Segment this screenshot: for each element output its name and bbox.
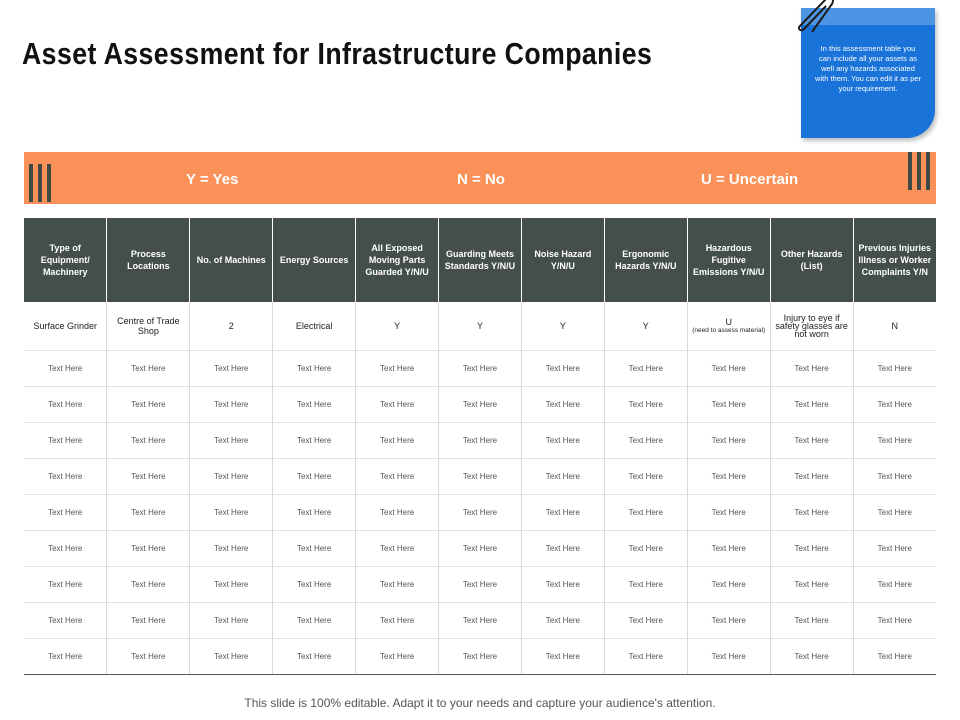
header-noise: Noise Hazard Y/N/U (521, 218, 604, 302)
cell-other: Injury to eye if safety glasses are not worn (770, 302, 853, 351)
cell-standards: Y (439, 302, 522, 351)
cell-machines-placeholder: Text Here (190, 459, 273, 495)
cell-other-placeholder: Text Here (770, 531, 853, 567)
cell-other-placeholder: Text Here (770, 459, 853, 495)
table-row (24, 423, 936, 459)
cell-ergonomic-placeholder: Text Here (604, 495, 687, 531)
cell-noise-placeholder: Text Here (521, 567, 604, 603)
table-row (24, 639, 936, 675)
cell-emissions-placeholder: Text Here (687, 603, 770, 639)
cell-energy-placeholder: Text Here (273, 531, 356, 567)
cell-ergonomic: Y (604, 302, 687, 351)
cell-machines-placeholder: Text Here (190, 639, 273, 675)
cell-emissions-placeholder: Text Here (687, 567, 770, 603)
cell-ergonomic-placeholder: Text Here (604, 567, 687, 603)
cell-energy-placeholder: Text Here (273, 351, 356, 387)
cell-equipment-placeholder: Text Here (24, 351, 107, 387)
cell-emissions-placeholder: Text Here (687, 531, 770, 567)
header-equipment: Type of Equipment/ Machinery (24, 218, 107, 302)
cell-noise-placeholder: Text Here (521, 639, 604, 675)
header-other: Other Hazards (List) (770, 218, 853, 302)
cell-noise-placeholder: Text Here (521, 423, 604, 459)
cell-standards-placeholder: Text Here (439, 531, 522, 567)
legend-yes: Y = Yes (186, 171, 239, 188)
cell-machines-placeholder: Text Here (190, 423, 273, 459)
cell-standards-placeholder: Text Here (439, 639, 522, 675)
cell-other-placeholder: Text Here (770, 423, 853, 459)
cell-ergonomic-placeholder: Text Here (604, 387, 687, 423)
cell-guarded-placeholder: Text Here (356, 351, 439, 387)
cell-guarded-placeholder: Text Here (356, 603, 439, 639)
cell-noise-placeholder: Text Here (521, 459, 604, 495)
cell-standards-placeholder: Text Here (439, 603, 522, 639)
cell-energy-placeholder: Text Here (273, 567, 356, 603)
cell-location-placeholder: Text Here (107, 603, 190, 639)
header-standards: Guarding Meets Standards Y/N/U (439, 218, 522, 302)
cell-energy-placeholder: Text Here (273, 603, 356, 639)
cell-other-placeholder: Text Here (770, 351, 853, 387)
cell-standards-placeholder: Text Here (439, 387, 522, 423)
cell-standards-placeholder: Text Here (439, 351, 522, 387)
cell-noise-placeholder: Text Here (521, 495, 604, 531)
cell-other-placeholder: Text Here (770, 639, 853, 675)
header-machines: No. of Machines (190, 218, 273, 302)
table-header-row (24, 218, 936, 302)
cell-location-placeholder: Text Here (107, 567, 190, 603)
cell-injuries: N (853, 302, 936, 351)
table-row (24, 351, 936, 387)
cell-location-placeholder: Text Here (107, 423, 190, 459)
cell-machines-placeholder: Text Here (190, 567, 273, 603)
cell-equipment-placeholder: Text Here (24, 531, 107, 567)
cell-noise-placeholder: Text Here (521, 351, 604, 387)
cell-energy-placeholder: Text Here (273, 459, 356, 495)
cell-emissions-placeholder: Text Here (687, 639, 770, 675)
cell-noise-placeholder: Text Here (521, 531, 604, 567)
cell-injuries-placeholder: Text Here (853, 351, 936, 387)
cell-ergonomic-placeholder: Text Here (604, 639, 687, 675)
cell-location-placeholder: Text Here (107, 639, 190, 675)
cell-ergonomic-placeholder: Text Here (604, 423, 687, 459)
cell-injuries-placeholder: Text Here (853, 387, 936, 423)
cell-emissions-value: U (725, 317, 732, 327)
cell-machines-placeholder: Text Here (190, 531, 273, 567)
table-row (24, 531, 936, 567)
cell-ergonomic-placeholder: Text Here (604, 459, 687, 495)
cell-location-placeholder: Text Here (107, 351, 190, 387)
cell-guarded-placeholder: Text Here (356, 531, 439, 567)
cell-noise-placeholder: Text Here (521, 387, 604, 423)
cell-emissions-note: (need to assess material) (692, 327, 766, 334)
cell-guarded-placeholder: Text Here (356, 387, 439, 423)
table-row (24, 603, 936, 639)
cell-ergonomic-placeholder: Text Here (604, 603, 687, 639)
table-row (24, 387, 936, 423)
cell-standards-placeholder: Text Here (439, 495, 522, 531)
cell-standards-placeholder: Text Here (439, 423, 522, 459)
page-title: Asset Assessment for Infrastructure Companies (22, 36, 653, 71)
cell-energy: Electrical (273, 302, 356, 351)
cell-injuries-placeholder: Text Here (853, 639, 936, 675)
cell-standards-placeholder: Text Here (439, 459, 522, 495)
cell-injuries-placeholder: Text Here (853, 423, 936, 459)
cell-machines-placeholder: Text Here (190, 387, 273, 423)
cell-location-placeholder: Text Here (107, 459, 190, 495)
cell-injuries-placeholder: Text Here (853, 567, 936, 603)
cell-emissions-placeholder: Text Here (687, 459, 770, 495)
cell-emissions-placeholder: Text Here (687, 351, 770, 387)
cell-other-placeholder: Text Here (770, 495, 853, 531)
legend-uncertain: U = Uncertain (701, 171, 799, 188)
cell-equipment-placeholder: Text Here (24, 603, 107, 639)
header-ergonomic: Ergonomic Hazards Y/N/U (604, 218, 687, 302)
header-emissions: Hazardous Fugitive Emissions Y/N/U (687, 218, 770, 302)
cell-machines-placeholder: Text Here (190, 495, 273, 531)
cell-energy-placeholder: Text Here (273, 495, 356, 531)
cell-equipment-placeholder: Text Here (24, 423, 107, 459)
cell-emissions-placeholder: Text Here (687, 423, 770, 459)
paperclip-icon (792, 0, 836, 34)
cell-standards-placeholder: Text Here (439, 567, 522, 603)
cell-location-placeholder: Text Here (107, 495, 190, 531)
cell-location: Centre of Trade Shop (107, 302, 190, 351)
header-guarded: All Exposed Moving Parts Guarded Y/N/U (356, 218, 439, 302)
cell-guarded-placeholder: Text Here (356, 423, 439, 459)
cell-ergonomic-placeholder: Text Here (604, 351, 687, 387)
cell-other-placeholder: Text Here (770, 567, 853, 603)
cell-machines-placeholder: Text Here (190, 603, 273, 639)
table-row (24, 495, 936, 531)
cell-equipment-placeholder: Text Here (24, 639, 107, 675)
cell-equipment-placeholder: Text Here (24, 495, 107, 531)
cell-guarded: Y (356, 302, 439, 351)
cell-equipment-placeholder: Text Here (24, 387, 107, 423)
sticky-note-text: In this assessment table you can include all your assets as well any hazards associated with them. You can edit it as per your requirement. (815, 44, 921, 93)
cell-emissions-placeholder: Text Here (687, 387, 770, 423)
cell-noise-placeholder: Text Here (521, 603, 604, 639)
cell-injuries-placeholder: Text Here (853, 603, 936, 639)
table-row (24, 567, 936, 603)
header-injuries: Previous Injuries Illness or Worker Complaints Y/N (853, 218, 936, 302)
cell-guarded-placeholder: Text Here (356, 495, 439, 531)
cell-energy-placeholder: Text Here (273, 423, 356, 459)
cell-energy-placeholder: Text Here (273, 639, 356, 675)
footer-text: This slide is 100% editable. Adapt it to your needs and capture your audience's attention. (244, 696, 716, 710)
legend-banner (24, 152, 936, 204)
cell-location-placeholder: Text Here (107, 387, 190, 423)
cell-guarded-placeholder: Text Here (356, 567, 439, 603)
cell-emissions-placeholder: Text Here (687, 495, 770, 531)
cell-emissions (687, 302, 770, 351)
cell-machines: 2 (190, 302, 273, 351)
cell-other-placeholder: Text Here (770, 603, 853, 639)
legend-no: N = No (457, 171, 505, 188)
header-location: Process Locations (107, 218, 190, 302)
cell-energy-placeholder: Text Here (273, 387, 356, 423)
cell-noise: Y (521, 302, 604, 351)
cell-guarded-placeholder: Text Here (356, 459, 439, 495)
cell-guarded-placeholder: Text Here (356, 639, 439, 675)
cell-ergonomic-placeholder: Text Here (604, 531, 687, 567)
table-row (24, 459, 936, 495)
table-row (24, 302, 936, 351)
cell-equipment: Surface Grinder (24, 302, 107, 351)
cell-equipment-placeholder: Text Here (24, 567, 107, 603)
cell-injuries-placeholder: Text Here (853, 459, 936, 495)
cell-location-placeholder: Text Here (107, 531, 190, 567)
cell-equipment-placeholder: Text Here (24, 459, 107, 495)
cell-other-placeholder: Text Here (770, 387, 853, 423)
cell-machines-placeholder: Text Here (190, 351, 273, 387)
header-energy: Energy Sources (273, 218, 356, 302)
cell-injuries-placeholder: Text Here (853, 495, 936, 531)
cell-injuries-placeholder: Text Here (853, 531, 936, 567)
assessment-table (24, 218, 936, 675)
